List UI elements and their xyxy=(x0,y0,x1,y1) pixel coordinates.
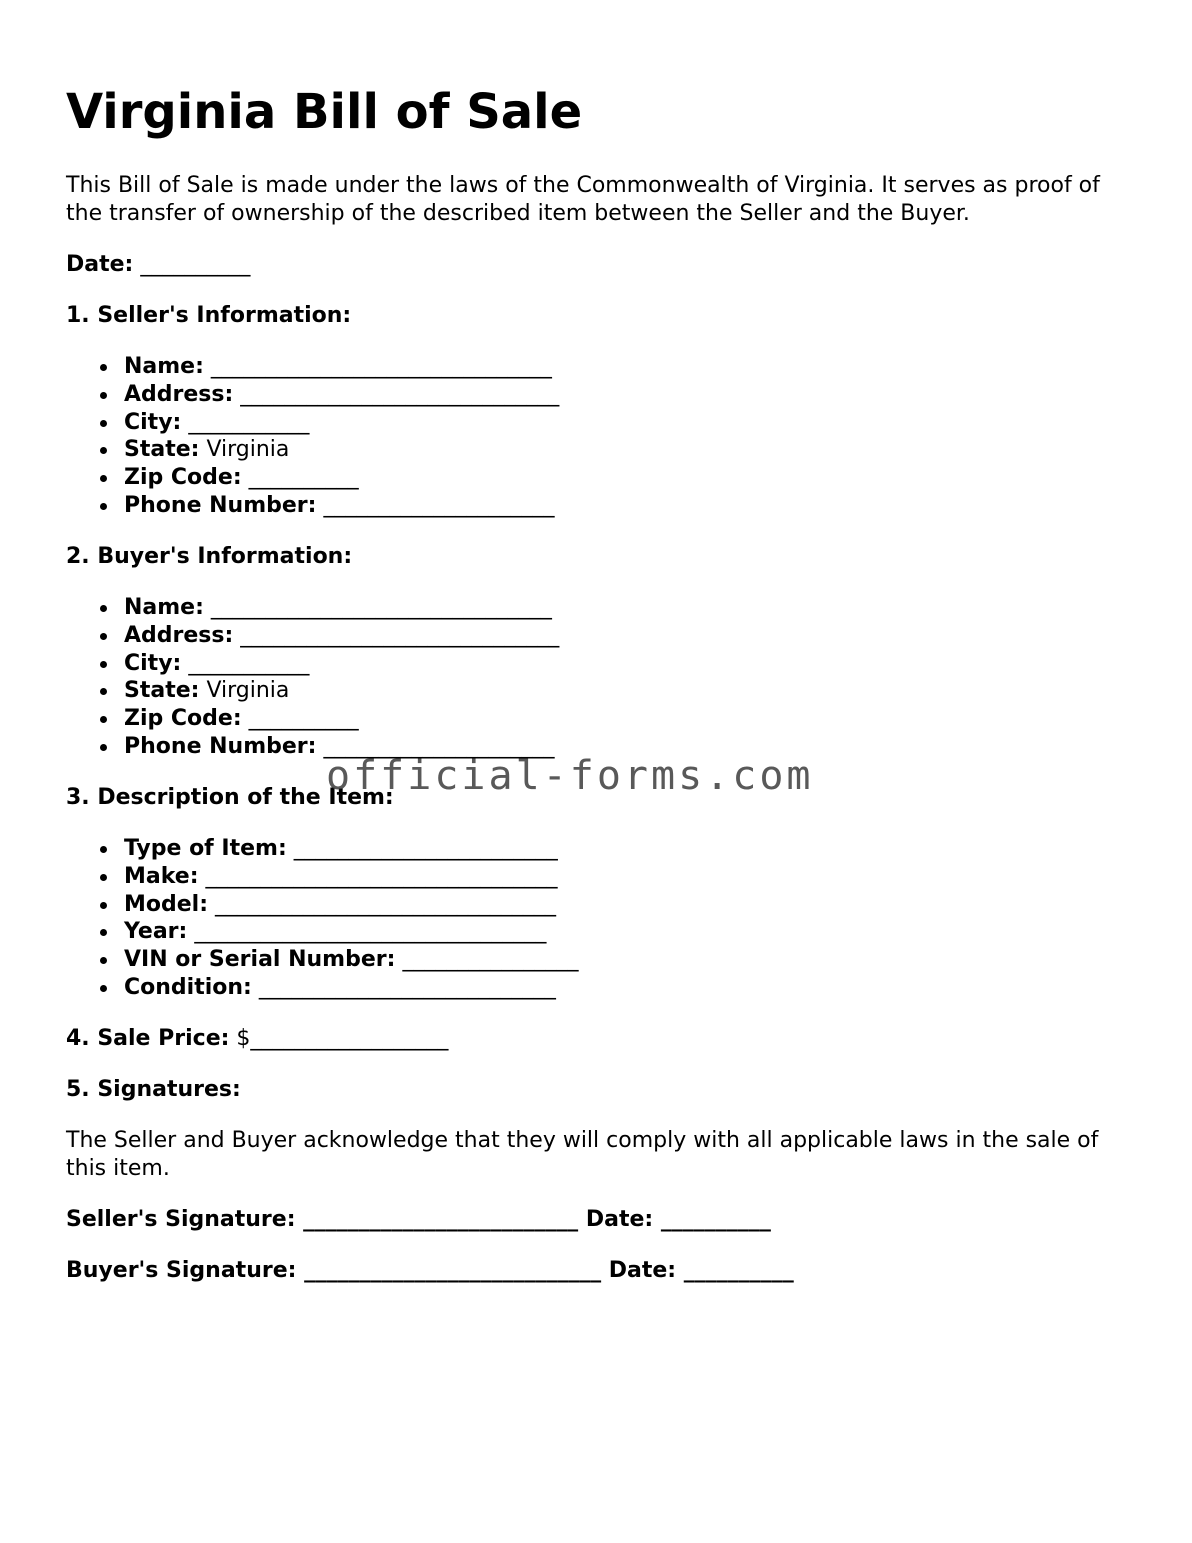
item-heading: 3. Description of the Item: xyxy=(66,785,394,810)
field-label: Name: xyxy=(124,354,204,379)
field-value: _______________________________ xyxy=(215,891,557,917)
field-value: ________________________________ xyxy=(205,863,558,889)
list-item xyxy=(124,381,559,409)
list-item xyxy=(124,974,578,1002)
field-label: Phone Number: xyxy=(124,492,317,518)
list-item xyxy=(124,594,559,622)
field-value: _______________________________ xyxy=(210,354,552,379)
field-label: Address: xyxy=(124,622,234,648)
list-item xyxy=(124,705,559,733)
seller-signature-line xyxy=(66,1206,771,1234)
sale-price-label: 4. Sale Price: xyxy=(66,1026,230,1051)
field-value: _____________________________ xyxy=(240,381,560,407)
field-label: City: xyxy=(124,650,182,676)
field-value: ___________ xyxy=(188,650,310,676)
date-field xyxy=(66,251,250,279)
field-label: Type of Item: xyxy=(124,836,287,861)
buyer-heading: 2. Buyer's Information: xyxy=(66,544,353,569)
list-item xyxy=(124,353,559,381)
seller-fields-list xyxy=(66,353,559,520)
field-label: Address: xyxy=(124,381,234,407)
field-label: State: xyxy=(124,678,200,704)
buyer-signature-line xyxy=(66,1257,794,1285)
field-label: Zip Code: xyxy=(124,465,242,491)
field-value: _____________________ xyxy=(323,492,555,518)
sale-price-blank: $__________________ xyxy=(236,1026,449,1051)
field-label: State: xyxy=(124,437,200,463)
item-fields-list xyxy=(66,835,578,1002)
list-item xyxy=(124,891,578,919)
seller-signature-date-label: Date: xyxy=(585,1207,654,1232)
field-label: Year: xyxy=(124,919,188,945)
field-label: Zip Code: xyxy=(124,706,242,732)
list-item xyxy=(124,464,559,492)
seller-signature-date-blank: __________ xyxy=(660,1207,771,1232)
field-value: _______________________________ xyxy=(210,595,552,620)
field-value: _____________________________ xyxy=(240,622,560,648)
date-blank: __________ xyxy=(140,252,251,277)
buyer-signature-label: Buyer's Signature: xyxy=(66,1258,297,1283)
date-label: Date: xyxy=(66,252,134,277)
field-value: Virginia xyxy=(206,678,290,704)
field-value: ________________________________ xyxy=(194,919,547,945)
buyer-signature-blank: ___________________________ xyxy=(304,1258,602,1283)
field-value: ___________________________ xyxy=(258,974,556,1000)
list-item xyxy=(124,622,559,650)
buyer-fields-list xyxy=(66,594,559,761)
page-title: Virginia Bill of Sale xyxy=(66,84,583,140)
sale-price xyxy=(66,1025,448,1053)
seller-heading: 1. Seller's Information: xyxy=(66,303,352,328)
buyer-signature-date-blank: __________ xyxy=(683,1258,794,1283)
watermark: official-forms.com xyxy=(326,753,814,799)
field-value: Virginia xyxy=(206,437,290,463)
field-value: _____________________ xyxy=(323,733,555,759)
list-item xyxy=(124,650,559,678)
field-label: Model: xyxy=(124,891,209,917)
list-item xyxy=(124,492,559,520)
field-value: __________ xyxy=(248,465,359,491)
list-item xyxy=(124,436,559,464)
field-label: Phone Number: xyxy=(124,733,317,759)
field-label: VIN or Serial Number: xyxy=(124,947,396,973)
list-item xyxy=(124,946,578,974)
seller-signature-label: Seller's Signature: xyxy=(66,1207,296,1232)
signatures-heading: 5. Signatures: xyxy=(66,1077,241,1102)
field-value: ________________ xyxy=(402,947,579,973)
field-label: Make: xyxy=(124,863,199,889)
field-label: City: xyxy=(124,409,182,435)
field-value: __________ xyxy=(248,706,359,732)
list-item xyxy=(124,409,559,437)
field-label: Name: xyxy=(124,595,204,620)
seller-signature-blank: _________________________ xyxy=(303,1207,579,1232)
field-value: ________________________ xyxy=(293,836,558,861)
list-item xyxy=(124,677,559,705)
field-value: ___________ xyxy=(188,409,310,435)
list-item xyxy=(124,863,578,891)
field-label: Condition: xyxy=(124,974,252,1000)
list-item xyxy=(124,835,578,863)
intro-paragraph: This Bill of Sale is made under the laws of the Commonwealth of Virginia. It serves as proof of the transfer of ownership of the described item between the Seller and the Buyer. xyxy=(66,173,1100,226)
buyer-signature-date-label: Date: xyxy=(608,1258,677,1283)
list-item xyxy=(124,918,578,946)
acknowledgement-paragraph: The Seller and Buyer acknowledge that they will comply with all applicable laws in the sale of this item. xyxy=(66,1128,1099,1181)
